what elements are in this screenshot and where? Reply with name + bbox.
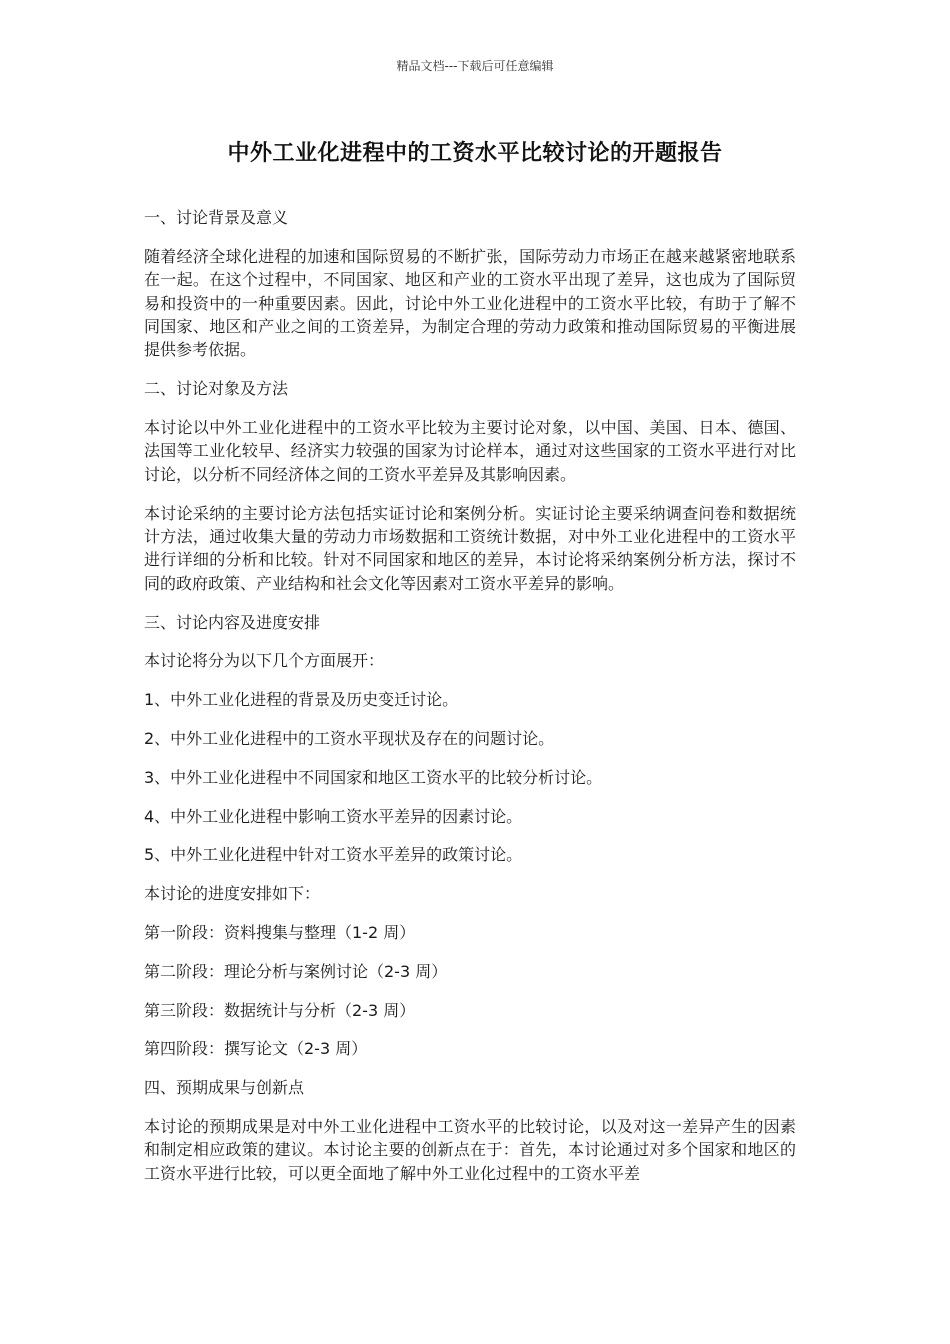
document-title: 中外工业化进程中的工资水平比较讨论的开题报告 [227,141,723,166]
schedule-stage-4: 第四阶段：撰写论文（2-3 周） [144,1039,368,1059]
list-item-content-2: 2、中外工业化进程中的工资水平现状及存在的问题讨论。 [144,729,555,749]
paragraph-subjects: 本讨论以中外工业化进程中的工资水平比较为主要讨论对象，以中国、美国、日本、德国、法国等工业化较早、经济实力较强的国家为讨论样本，通过对这些国家的工资水平进行对比讨论，以分析不同经济体之间的工资水平差异及其影响因素。 [144,418,796,484]
schedule-stage-2: 第二阶段：理论分析与案例讨论（2-3 周） [144,961,448,981]
paragraph-schedule-intro: 本讨论的进度安排如下： [144,884,321,904]
section-heading-background: 一、讨论背景及意义 [144,208,289,227]
section-heading-content-schedule: 三、讨论内容及进度安排 [144,612,321,632]
schedule-stage-3: 第三阶段：数据统计与分析（2-3 周） [144,1000,416,1020]
section-heading-outcomes: 四、预期成果与创新点 [144,1078,305,1098]
list-item-content-5: 5、中外工业化进程中针对工资水平差异的政策讨论。 [144,845,523,865]
header-note: 精品文档---下载后可任意编辑 [396,59,554,73]
section-heading-subjects-methods: 二、讨论对象及方法 [144,379,289,399]
document-body [144,206,796,1201]
paragraph-background: 随着经济全球化进程的加速和国际贸易的不断扩张，国际劳动力市场正在越来越紧密地联系在一起。在这个过程中，不同国家、地区和产业的工资水平出现了差异，这也成为了国际贸易和投资中的一种重要因素。因此，讨论中外工业化进程中的工资水平比较，有助于了解不同国家、地区和产业之间的工资差异，为制定合理的劳动力政策和推动国际贸易的平衡进展提供参考依据。 [144,246,796,360]
paragraph-methods: 本讨论采纳的主要讨论方法包括实证讨论和案例分析。实证讨论主要采纳调查问卷和数据统计方法，通过收集大量的劳动力市场数据和工资统计数据，对中外工业化进程中的工资水平进行详细的分析和比较。针对不同国家和地区的差异，本讨论将采纳案例分析方法，探讨不同的政府政策、产业结构和社会文化等因素对工资水平差异的影响。 [144,503,796,593]
list-item-content-3: 3、中外工业化进程中不同国家和地区工资水平的比较分析讨论。 [144,767,603,787]
paragraph-content-intro: 本讨论将分为以下几个方面展开： [144,651,385,671]
list-item-content-4: 4、中外工业化进程中影响工资水平差异的因素讨论。 [144,806,523,826]
paragraph-outcomes: 本讨论的预期成果是对中外工业化进程中工资水平的比较讨论，以及对这一差异产生的因素和制定相应政策的建议。本讨论主要的创新点在于：首先，本讨论通过对多个国家和地区的工资水平进行比较，可以更全面地了解中外工业化过程中的工资水平差 [144,1117,796,1183]
list-item-content-1: 1、中外工业化进程的背景及历史变迁讨论。 [144,690,459,710]
schedule-stage-1: 第一阶段：资料搜集与整理（1-2 周） [144,923,416,943]
